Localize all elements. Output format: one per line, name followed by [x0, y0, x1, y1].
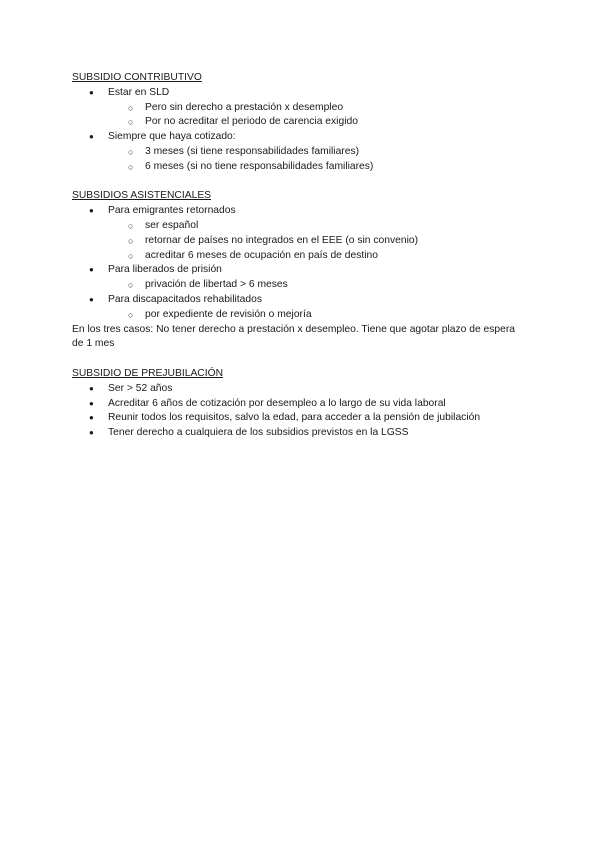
- bullet-disc-icon: ●: [89, 398, 94, 408]
- list-item: ● Estar en SLD: [72, 86, 532, 101]
- section-heading-prejubilacion: SUBSIDIO DE PREJUBILACIÓN: [72, 367, 224, 379]
- list-item: ● Ser > 52 años: [72, 382, 532, 397]
- bullet-circle-icon: ○: [128, 250, 134, 261]
- bullet-disc-icon: ●: [89, 87, 94, 97]
- list-item: ● Para liberados de prisión: [72, 263, 532, 278]
- bullet-disc-icon: ●: [89, 383, 94, 393]
- sub-list-item: ○ ser español: [72, 219, 532, 234]
- list-item: ● Siempre que haya cotizado:: [72, 130, 532, 145]
- bullet-disc-icon: ●: [89, 294, 94, 304]
- sub-list-item: ○ 3 meses (si tiene responsabilidades familiares): [72, 145, 532, 160]
- bullet-disc-icon: ●: [89, 206, 94, 216]
- bullet-circle-icon: ○: [128, 102, 134, 113]
- list-item: ● Para discapacitados rehabilitados: [72, 293, 532, 308]
- sub-list-item: ○ privación de libertad > 6 meses: [72, 278, 532, 293]
- section-heading-asistenciales: SUBSIDIOS ASISTENCIALES: [72, 190, 212, 202]
- bullet-circle-icon: ○: [128, 220, 134, 231]
- list-item: ● Reunir todos los requisitos, salvo la edad, para acceder a la pensión de jubilación: [72, 411, 532, 426]
- document-content: [72, 71, 532, 441]
- bullet-disc-icon: ●: [89, 413, 94, 423]
- list-item: ● Tener derecho a cualquiera de los subsidios previstos en la LGSS: [72, 426, 532, 441]
- bullet-disc-icon: ●: [89, 132, 94, 142]
- note-paragraph: En los tres casos: No tener derecho a prestación x desempleo. Tiene que agotar plazo de espera de 1 mes: [72, 323, 516, 350]
- bullet-disc-icon: ●: [89, 428, 94, 438]
- bullet-disc-icon: ●: [89, 265, 94, 275]
- section-heading-contributivo: SUBSIDIO CONTRIBUTIVO: [72, 72, 202, 83]
- bullet-circle-icon: ○: [128, 235, 134, 246]
- sub-list-item: ○ retornar de países no integrados en el EEE (o sin convenio): [72, 234, 532, 249]
- bullet-circle-icon: ○: [128, 117, 134, 128]
- sub-list-item: ○ 6 meses (si no tiene responsabilidades familiares): [72, 160, 532, 175]
- bullet-circle-icon: ○: [128, 309, 134, 320]
- list-item: ● Para emigrantes retornados: [72, 204, 532, 219]
- bullet-circle-icon: ○: [128, 161, 134, 172]
- sub-list-item: ○ Por no acreditar el periodo de carencia exigido: [72, 115, 532, 130]
- sub-list-item: ○ por expediente de revisión o mejoría: [72, 308, 532, 323]
- bullet-circle-icon: ○: [128, 146, 134, 157]
- sub-list-item: ○ acreditar 6 meses de ocupación en país de destino: [72, 249, 532, 264]
- sub-list-item: ○ Pero sin derecho a prestación x desempleo: [72, 101, 532, 116]
- bullet-circle-icon: ○: [128, 280, 134, 291]
- list-item: ● Acreditar 6 años de cotización por desempleo a lo largo de su vida laboral: [72, 397, 532, 412]
